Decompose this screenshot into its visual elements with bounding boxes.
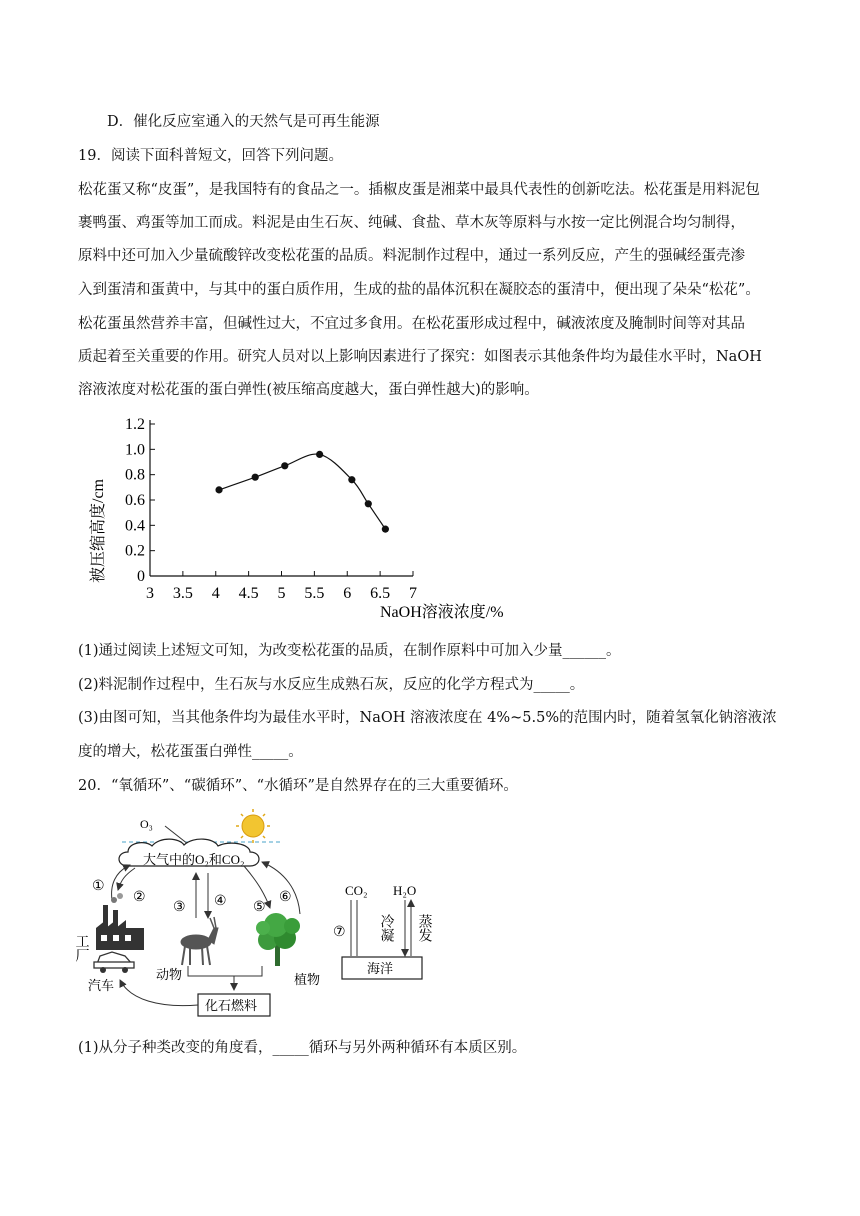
q19-para-line: 松花蛋虽然营养丰富，但碱性过大，不宜过多食用。在松花蛋形成过程中，碱液浓度及腌制时间等对其品 bbox=[78, 316, 745, 332]
y-tick-label: 0 bbox=[137, 568, 145, 585]
evaporate-label: 蒸发 bbox=[416, 914, 432, 942]
sun-icon bbox=[236, 809, 270, 843]
q19-para-line: 入到蛋清和蛋黄中，与其中的蛋白质作用，生成的盐的晶体沉积在凝胶态的蛋清中，便出现了朵朵“松花”。 bbox=[78, 282, 760, 298]
x-axis-label: NaOH溶液浓度/% bbox=[380, 604, 504, 621]
atmosphere-label: 大气中的O₂和CO₂ bbox=[143, 852, 245, 867]
q19-question-3-cont: 度的增大，松花蛋蛋白弹性_____。 bbox=[78, 744, 303, 760]
marker-1: ① bbox=[92, 879, 105, 894]
x-tick-label: 5.5 bbox=[304, 585, 325, 602]
q19-para-line: 溶液浓度对松花蛋的蛋白弹性(被压缩高度越大，蛋白弹性越大)的影响。 bbox=[78, 382, 539, 398]
marker-3: ③ bbox=[173, 900, 186, 915]
q19-para-line: 松花蛋又称“皮蛋”，是我国特有的食品之一。插椒皮蛋是湘菜中最具代表性的创新吃法。松花蛋是用料泥包 bbox=[78, 182, 760, 198]
marker-7: ⑦ bbox=[333, 925, 346, 940]
q19-para-line: 质起着至关重要的作用。研究人员对以上影响因素进行了探究：如图表示其他条件均为最佳水平时，NaOH bbox=[78, 349, 762, 365]
plant-label: 植物 bbox=[294, 972, 321, 987]
animal-icon bbox=[181, 917, 218, 965]
q20-question-1: (1)从分子种类改变的角度看，_____循环与另外两种循环有本质区别。 bbox=[78, 1040, 527, 1056]
co2-label: CO₂ bbox=[345, 883, 368, 898]
data-point bbox=[215, 486, 222, 493]
ocean-label: 海洋 bbox=[367, 961, 394, 976]
h2o-label: H₂O bbox=[393, 883, 417, 898]
marker-6: ⑥ bbox=[279, 890, 292, 905]
data-point bbox=[281, 462, 288, 469]
data-point bbox=[382, 526, 389, 533]
fossil-fuel-label: 化石燃料 bbox=[205, 998, 258, 1013]
car-label: 汽车 bbox=[88, 978, 115, 993]
x-tick-label: 4 bbox=[211, 585, 220, 602]
y-tick-label: 0.8 bbox=[125, 466, 145, 484]
y-tick-label: 0.2 bbox=[125, 542, 145, 560]
q19-question-1: (1)通过阅读上述短文可知，为改变松花蛋的品质，在制作原料中可加入少量______。 bbox=[78, 643, 621, 659]
factory-label: 工厂 bbox=[73, 934, 89, 962]
animal-label: 动物 bbox=[156, 967, 183, 982]
option-d: D．催化反应室通入的天然气是可再生能源 bbox=[107, 114, 380, 130]
y-tick-label: 1.2 bbox=[125, 416, 145, 433]
data-point bbox=[252, 474, 259, 481]
x-tick-label: 3 bbox=[146, 585, 154, 602]
series-line bbox=[219, 454, 385, 529]
data-point bbox=[365, 500, 372, 507]
elasticity-chart bbox=[80, 390, 504, 621]
q19-para-line: 裹鸭蛋、鸡蛋等加工而成。料泥是由生石灰、纯碱、食盐、草木灰等原料与水按一定比例混合均匀制得， bbox=[78, 215, 745, 231]
marker-4: ④ bbox=[214, 894, 227, 909]
y-tick-label: 1.0 bbox=[125, 441, 145, 459]
x-tick-label: 5 bbox=[277, 585, 286, 602]
data-point bbox=[316, 451, 323, 458]
q19-question-2: (2)料泥制作过程中，生石灰与水反应生成熟石灰，反应的化学方程式为_____。 bbox=[78, 677, 585, 693]
y-tick-label: 0.6 bbox=[125, 492, 145, 509]
y-axis-label: 被压缩高度/cm bbox=[90, 479, 107, 583]
y-tick-label: 0.4 bbox=[125, 517, 145, 535]
car-icon bbox=[94, 952, 134, 973]
o3-label: O₃ bbox=[140, 817, 153, 831]
marker-5: ⑤ bbox=[253, 900, 266, 915]
plant-icon bbox=[256, 913, 300, 966]
x-tick-label: 6.5 bbox=[370, 585, 391, 602]
x-tick-label: 4.5 bbox=[238, 585, 259, 602]
q19-heading: 19．阅读下面科普短文，回答下列问题。 bbox=[78, 148, 343, 164]
q19-question-3: (3)由图可知，当其他条件均为最佳水平时，NaOH 溶液浓度在 4%~5.5%的范围内时，随着氢氧化钠溶液浓 bbox=[78, 710, 777, 726]
condense-label: 冷凝 bbox=[378, 914, 394, 942]
x-tick-label: 3.5 bbox=[172, 585, 193, 602]
q20-heading: 20．“氧循环”、“碳循环”、“水循环”是自然界存在的三大重要循环。 bbox=[78, 778, 518, 794]
x-tick-label: 7 bbox=[409, 585, 417, 602]
data-point bbox=[348, 476, 355, 483]
x-tick-label: 6 bbox=[343, 585, 352, 602]
q19-para-line: 原料中还可加入少量硫酸锌改变松花蛋的品质。料泥制作过程中，通过一系列反应，产生的强碱经蛋壳渗 bbox=[78, 248, 745, 264]
marker-2: ② bbox=[133, 890, 146, 905]
cycle-diagram bbox=[73, 808, 432, 1023]
chart-axes bbox=[150, 420, 413, 576]
